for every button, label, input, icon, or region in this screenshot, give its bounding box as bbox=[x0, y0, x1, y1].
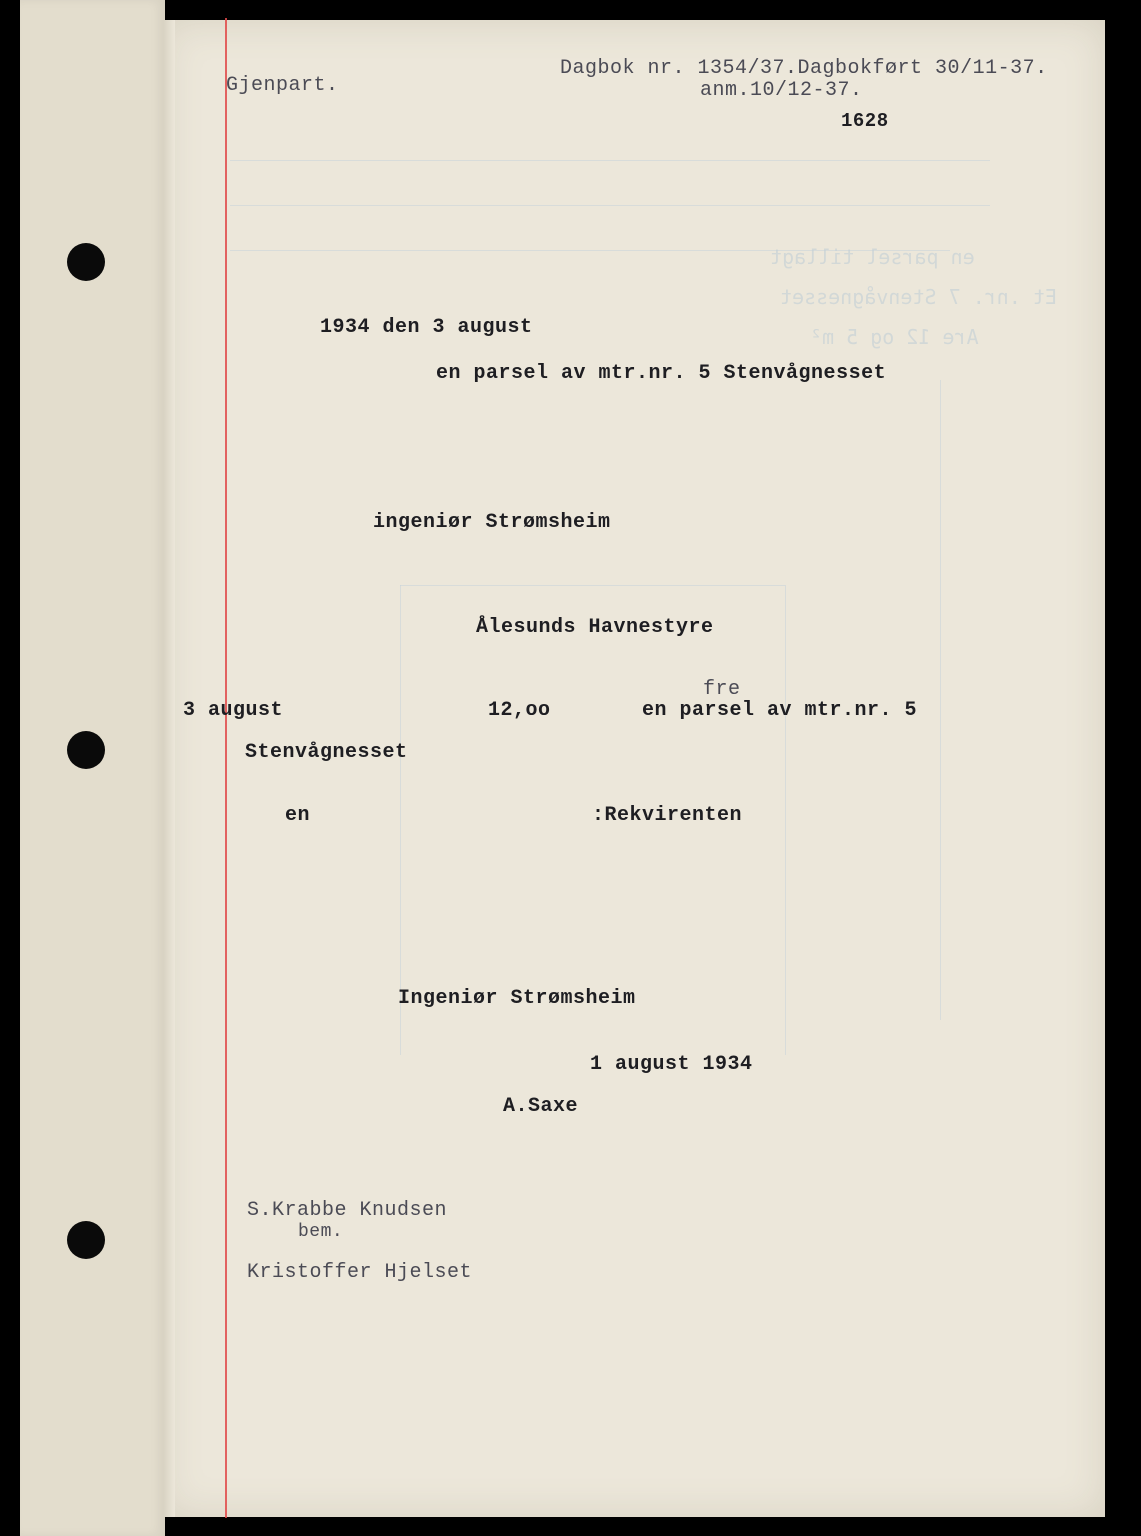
row-place: Stenvågnesset bbox=[245, 741, 408, 764]
parcel-line: en parsel av mtr.nr. 5 Stenvågnesset bbox=[436, 362, 887, 385]
page-edge-shadow bbox=[163, 20, 175, 1517]
date-line: 1934 den 3 august bbox=[320, 316, 533, 339]
punch-hole-top bbox=[67, 243, 105, 281]
row-amount: 12,oo bbox=[488, 699, 551, 722]
page-number: 1628 bbox=[841, 110, 889, 132]
row-parcel: en parsel av mtr.nr. 5 bbox=[642, 699, 918, 722]
row-requester: :Rekvirenten bbox=[592, 804, 743, 827]
showthrough-text: Are 12 og 5 m² bbox=[810, 325, 979, 349]
word-fre: fre bbox=[703, 678, 741, 701]
punch-hole-middle bbox=[67, 731, 105, 769]
row-en: en bbox=[285, 804, 311, 827]
showthrough-rule bbox=[400, 585, 401, 1055]
signed-date: 1 august 1934 bbox=[590, 1053, 753, 1076]
row-date: 3 august bbox=[183, 699, 284, 722]
showthrough-rule bbox=[940, 380, 941, 1020]
journal-line: Dagbok nr. 1354/37.Dagbokført 30/11-37. bbox=[560, 57, 1048, 80]
note-line: anm.10/12-37. bbox=[700, 79, 863, 102]
showthrough-text: en parsel tillagt bbox=[770, 245, 975, 269]
red-margin-line bbox=[225, 18, 227, 1518]
copy-label: Gjenpart. bbox=[226, 74, 339, 97]
showthrough-text: Et .nr. 7 Stenvågnesset bbox=[780, 285, 1057, 309]
binding-strip bbox=[20, 0, 165, 1536]
witness-two: Kristoffer Hjelset bbox=[247, 1261, 473, 1284]
authority-name: Ålesunds Havnestyre bbox=[476, 616, 714, 639]
witness-one: S.Krabbe Knudsen bbox=[247, 1199, 448, 1222]
signer-title: Ingeniør Strømsheim bbox=[398, 987, 636, 1010]
witness-one-note: bem. bbox=[298, 1222, 344, 1242]
punch-hole-bottom bbox=[67, 1221, 105, 1259]
showthrough-rule bbox=[230, 205, 990, 206]
showthrough-rule bbox=[400, 585, 785, 586]
engineer-name: ingeniør Strømsheim bbox=[373, 511, 611, 534]
showthrough-rule bbox=[230, 160, 990, 161]
signer-name: A.Saxe bbox=[503, 1095, 579, 1118]
showthrough-rule bbox=[785, 585, 786, 1055]
